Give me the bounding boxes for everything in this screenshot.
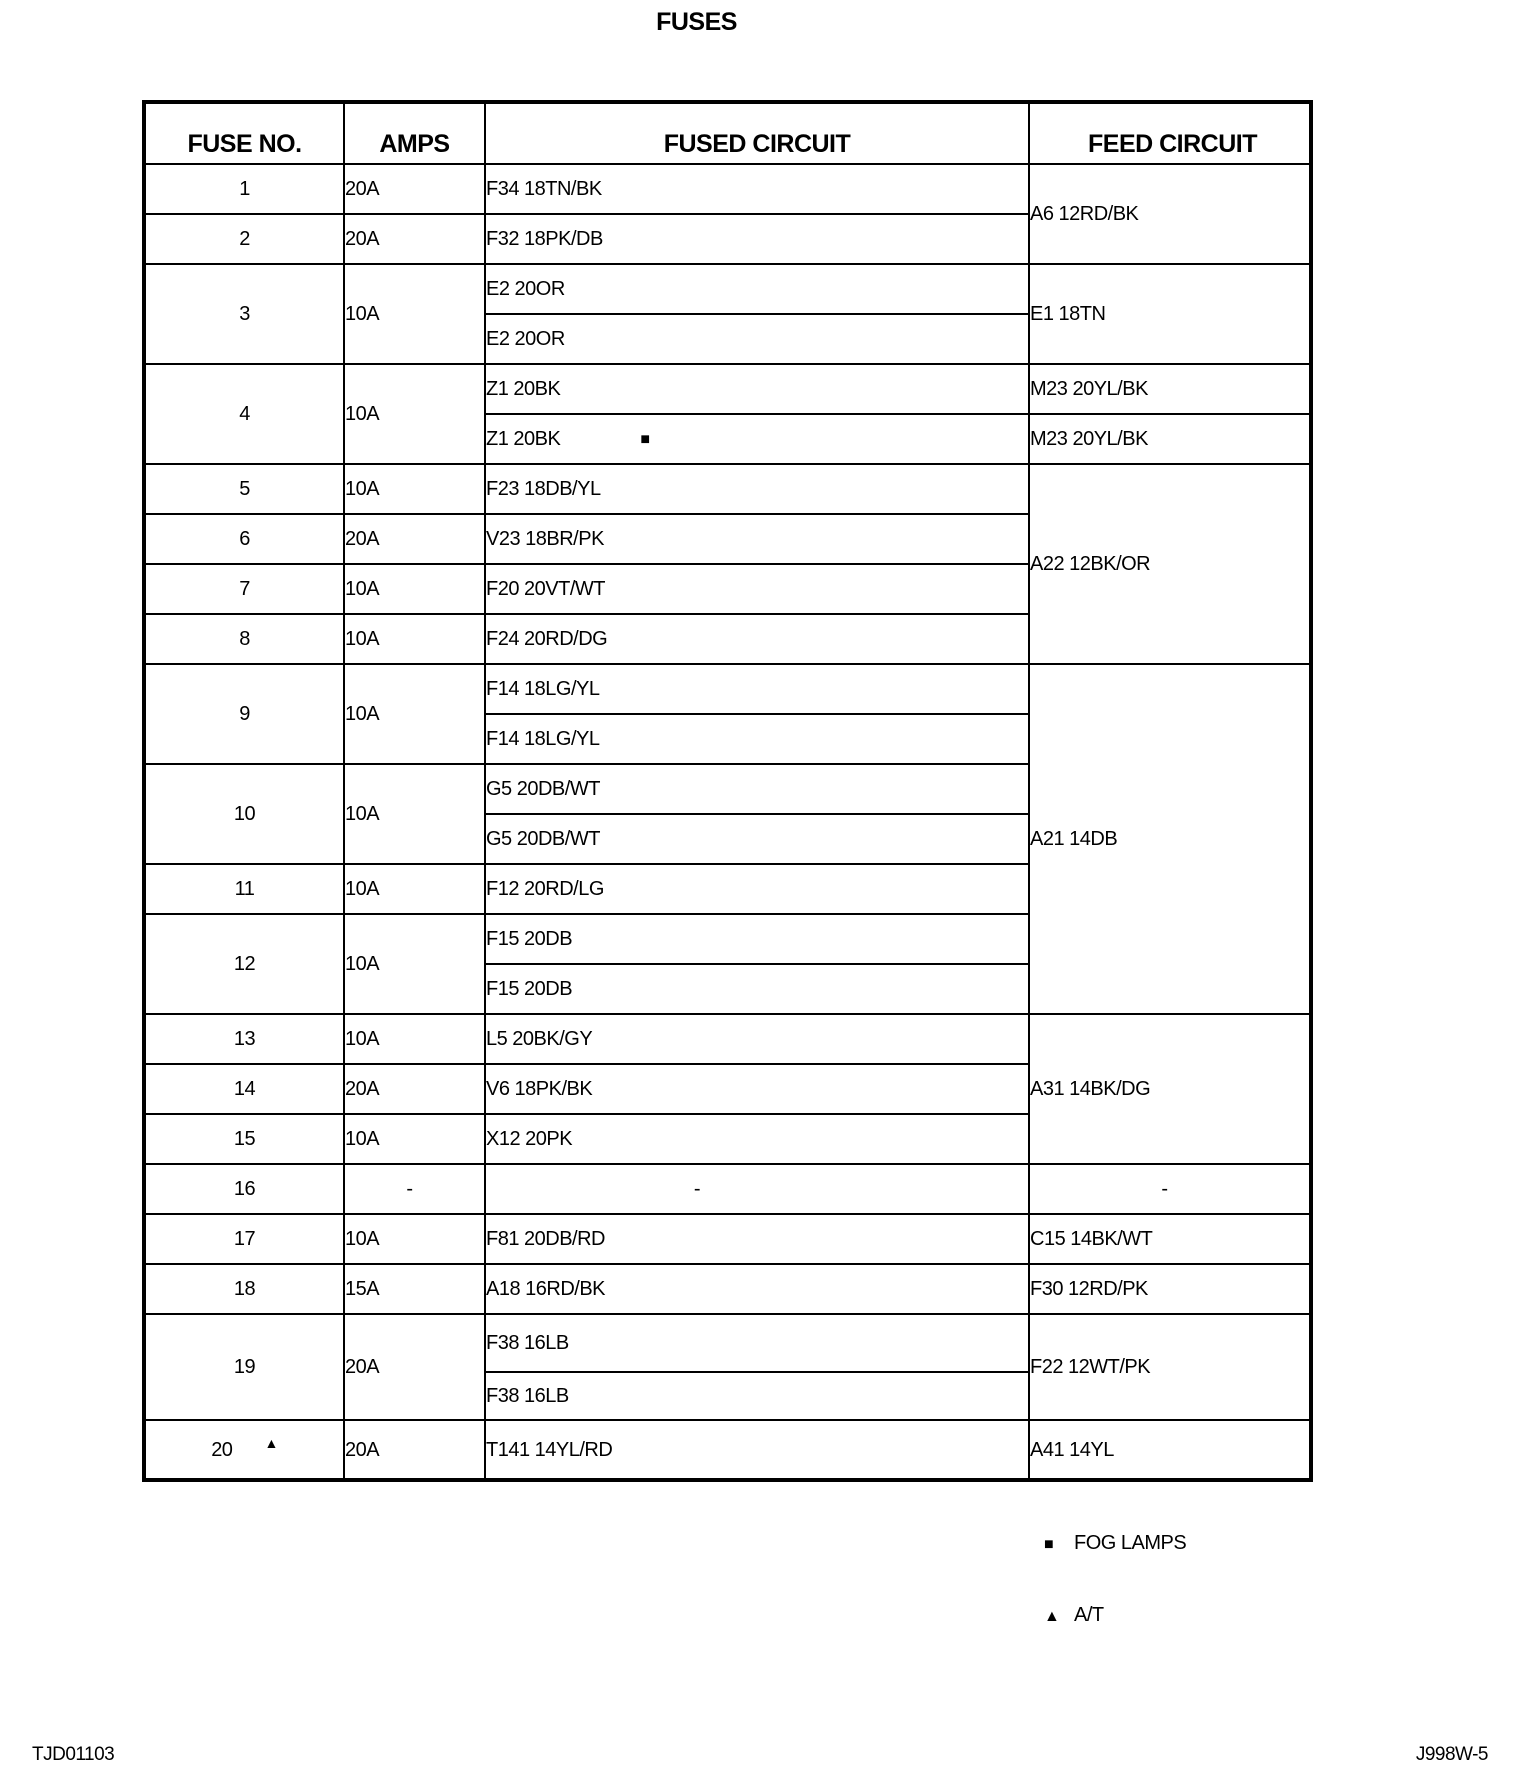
fog-lamps-square-icon: ■ <box>640 430 650 448</box>
table-row <box>144 1164 1311 1214</box>
fuse-amps: 10A <box>344 1014 485 1064</box>
legend-fog-lamps-label: FOG LAMPS <box>1074 1532 1187 1554</box>
feed-circuit: A6 12RD/BK <box>1029 164 1311 264</box>
header-fused-circuit: FUSED CIRCUIT <box>485 102 1029 164</box>
feed-circuit: E1 18TN <box>1029 264 1311 364</box>
fuse-amps: 10A <box>344 764 485 864</box>
fuse-no: 18 <box>144 1264 344 1314</box>
feed-circuit: F22 12WT/PK <box>1029 1314 1311 1420</box>
fuse-no: 6 <box>144 514 344 564</box>
fuse-amps: 10A <box>344 664 485 764</box>
fused-circuit: - <box>485 1164 1029 1214</box>
fuse-no: 9 <box>144 664 344 764</box>
fused-circuit: F34 18TN/BK <box>485 164 1029 214</box>
fuse-amps: 20A <box>344 514 485 564</box>
fuse-no: 12 <box>144 914 344 1014</box>
table-row <box>144 264 1311 314</box>
fused-circuit: F23 18DB/YL <box>485 464 1029 514</box>
fused-circuit-fog <box>485 414 1029 464</box>
fuse-amps: 20A <box>344 1064 485 1114</box>
legend-at-label: A/T <box>1074 1604 1104 1626</box>
fuse-amps: 10A <box>344 364 485 464</box>
feed-circuit: M23 20YL/BK <box>1029 364 1311 414</box>
fuse-amps: 10A <box>344 614 485 664</box>
fused-circuit: V23 18BR/PK <box>485 514 1029 564</box>
fused-circuit: Z1 20BK <box>485 364 1029 414</box>
fuse-no: 3 <box>144 264 344 364</box>
fuse-amps: 10A <box>344 564 485 614</box>
table-row <box>144 364 1311 414</box>
fused-circuit: F38 16LB <box>485 1314 1029 1372</box>
feed-circuit: A22 12BK/OR <box>1029 464 1311 664</box>
fused-circuit: X12 20PK <box>485 1114 1029 1164</box>
fuse-no: 1 <box>144 164 344 214</box>
header-feed-circuit: FEED CIRCUIT <box>1029 102 1311 164</box>
legend-at <box>1044 1604 1104 1627</box>
fuse-amps: 10A <box>344 264 485 364</box>
fuse-amps: 20A <box>344 164 485 214</box>
fused-circuit: V6 18PK/BK <box>485 1064 1029 1114</box>
fuse-no: 15 <box>144 1114 344 1164</box>
fuse-no: 2 <box>144 214 344 264</box>
footer-left-code: TJD01103 <box>32 1744 115 1765</box>
fuse-amps: 10A <box>344 1214 485 1264</box>
fuse-no: 11 <box>144 864 344 914</box>
fused-circuit: E2 20OR <box>485 264 1029 314</box>
fuse-no: 16 <box>144 1164 344 1214</box>
fuse-amps: 20A <box>344 214 485 264</box>
fused-circuit: F32 18PK/DB <box>485 214 1029 264</box>
fog-lamps-square-icon: ■ <box>1044 1536 1054 1553</box>
at-triangle-icon: ▲ <box>264 1434 278 1451</box>
fuse-amps: - <box>344 1164 485 1214</box>
fuse-table <box>142 100 1313 1482</box>
fused-circuit: T141 14YL/RD <box>485 1420 1029 1480</box>
table-header-row <box>144 102 1311 164</box>
footer-right-code: J998W-5 <box>1415 1744 1488 1765</box>
fuse-no: 7 <box>144 564 344 614</box>
feed-circuit: A41 14YL <box>1029 1420 1311 1480</box>
fuse-amps: 15A <box>344 1264 485 1314</box>
fused-circuit: F81 20DB/RD <box>485 1214 1029 1264</box>
feed-circuit: A21 14DB <box>1029 664 1311 1014</box>
page-title: FUSES <box>656 8 737 36</box>
fused-circuit: F15 20DB <box>485 964 1029 1014</box>
table-row <box>144 1314 1311 1372</box>
table-row <box>144 1420 1311 1480</box>
fuse-amps: 20A <box>344 1420 485 1480</box>
fused-circuit: F38 16LB <box>485 1372 1029 1420</box>
legend-fog-lamps <box>1044 1532 1186 1555</box>
fuse-amps: 10A <box>344 864 485 914</box>
header-fuse-no: FUSE NO. <box>144 102 344 164</box>
table-row <box>144 164 1311 214</box>
fused-circuit-text: Z1 20BK <box>486 428 561 450</box>
fuse-no: 17 <box>144 1214 344 1264</box>
fused-circuit: F24 20RD/DG <box>485 614 1029 664</box>
fuse-no: 19 <box>144 1314 344 1420</box>
table-row <box>144 1214 1311 1264</box>
feed-circuit: A31 14BK/DG <box>1029 1014 1311 1164</box>
fused-circuit: G5 20DB/WT <box>485 814 1029 864</box>
fuse-no: 5 <box>144 464 344 514</box>
feed-circuit: - <box>1029 1164 1311 1214</box>
fused-circuit: A18 16RD/BK <box>485 1264 1029 1314</box>
fuse-no-at <box>144 1420 344 1480</box>
fuse-amps: 10A <box>344 1114 485 1164</box>
at-triangle-icon: ▲ <box>1044 1608 1060 1625</box>
fuse-amps: 10A <box>344 914 485 1014</box>
fuse-amps: 10A <box>344 464 485 514</box>
table-row <box>144 1264 1311 1314</box>
fused-circuit: L5 20BK/GY <box>485 1014 1029 1064</box>
fused-circuit: E2 20OR <box>485 314 1029 364</box>
fuse-amps: 20A <box>344 1314 485 1420</box>
fuse-no: 13 <box>144 1014 344 1064</box>
header-amps: AMPS <box>344 102 485 164</box>
table-row <box>144 464 1311 514</box>
fused-circuit: F14 18LG/YL <box>485 664 1029 714</box>
table-row <box>144 1014 1311 1064</box>
fused-circuit: F20 20VT/WT <box>485 564 1029 614</box>
fused-circuit: F15 20DB <box>485 914 1029 964</box>
fused-circuit: F12 20RD/LG <box>485 864 1029 914</box>
fuse-no: 14 <box>144 1064 344 1114</box>
feed-circuit: M23 20YL/BK <box>1029 414 1311 464</box>
fuse-no-text: 20 <box>211 1438 233 1461</box>
fuse-no: 4 <box>144 364 344 464</box>
feed-circuit: F30 12RD/PK <box>1029 1264 1311 1314</box>
table-row <box>144 664 1311 714</box>
fused-circuit: G5 20DB/WT <box>485 764 1029 814</box>
fuse-no: 10 <box>144 764 344 864</box>
fuse-no: 8 <box>144 614 344 664</box>
feed-circuit: C15 14BK/WT <box>1029 1214 1311 1264</box>
fused-circuit: F14 18LG/YL <box>485 714 1029 764</box>
